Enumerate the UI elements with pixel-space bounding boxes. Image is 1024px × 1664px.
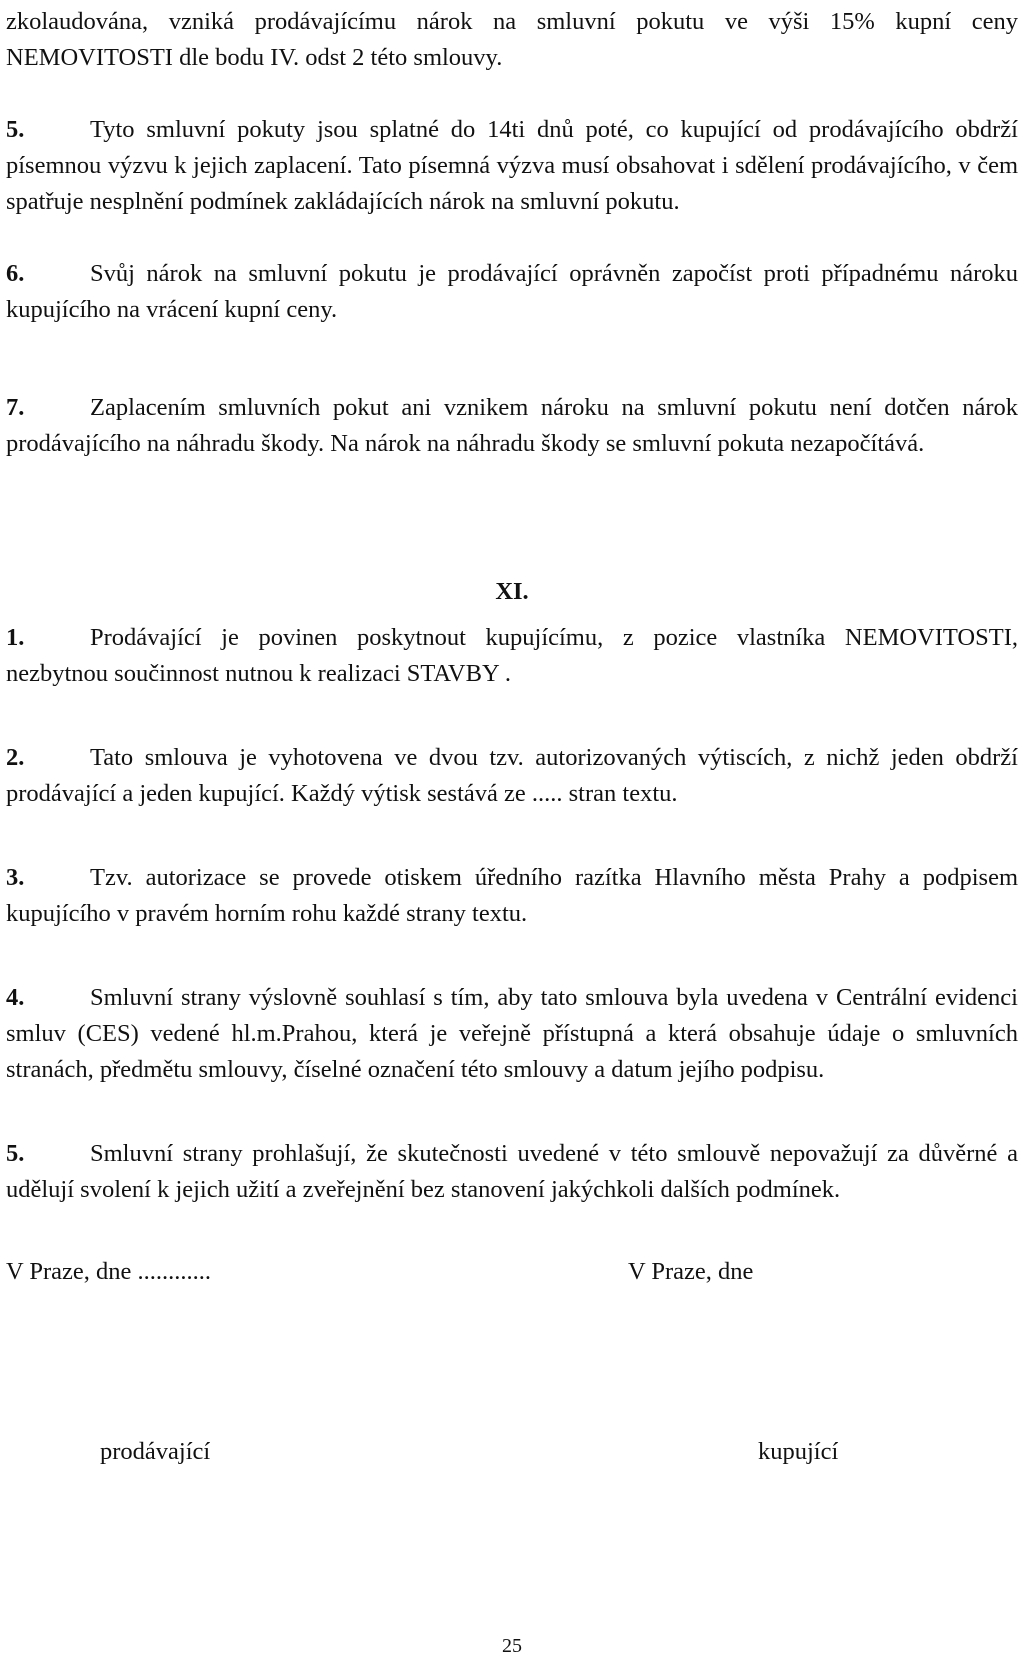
paragraph-xi-4 [6, 980, 1018, 1088]
paragraph-text: Smluvní strany výslovně souhlasí s tím, aby tato smlouva byla uvedena v Centrální evidenci smluv (CES) vedené hl.m.Prahou, která je veřejně přístupná a která obsahuje údaje o smluvních stranách, předmětu smlouvy, číselné označení této smlouvy a datum jejího podpisu. [6, 984, 1018, 1083]
section-heading: XI. [495, 578, 529, 605]
buyer-signature-label: kupující [758, 1438, 839, 1465]
intro-paragraph [6, 4, 1018, 76]
paragraph-text: Tzv. autorizace se provede otiskem úředního razítka Hlavního města Prahy a podpisem kupujícího v pravém horním rohu každé strany textu. [6, 864, 1018, 927]
paragraph-x-7 [6, 390, 1018, 462]
paragraph-xi-1 [6, 620, 1018, 692]
paragraph-text: Tyto smluvní pokuty jsou splatné do 14ti dnů poté, co kupující od prodávajícího obdrží písemnou výzvu k jejich zaplacení. Tato písemná výzva musí obsahovat i sdělení prodávajícího, v čem spatřuje nesplnění podmínek zakládajících nárok na smluvní pokutu. [6, 116, 1018, 215]
paragraph-number: 2. [6, 744, 25, 771]
paragraph-number: 3. [6, 864, 25, 891]
paragraph-number: 1. [6, 624, 25, 651]
paragraph-x-5 [6, 112, 1018, 220]
place-date-left: V Praze, dne ............ [6, 1258, 212, 1285]
paragraph-text: Svůj nárok na smluvní pokutu je prodávající oprávněn započíst proti případnému nároku kupujícího na vrácení kupní ceny. [6, 260, 1018, 323]
paragraph-text: Zaplacením smluvních pokut ani vznikem nároku na smluvní pokutu není dotčen nárok prodávajícího na náhradu škody. Na nárok na náhradu škody se smluvní pokuta nezapočítává. [6, 394, 1018, 457]
place-date-right: V Praze, dne [628, 1258, 754, 1285]
paragraph-xi-3 [6, 860, 1018, 932]
paragraph-number: 5. [6, 116, 25, 143]
paragraph-x-6 [6, 256, 1018, 328]
paragraph-text: Smluvní strany prohlašují, že skutečnosti uvedené v této smlouvě nepovažují za důvěrné a udělují svolení k jejich užití a zveřejnění bez stanovení jakýchkoli dalších podmínek. [6, 1140, 1018, 1203]
paragraph-xi-5 [6, 1136, 1018, 1208]
paragraph-number: 6. [6, 260, 25, 287]
paragraph-xi-2 [6, 740, 1018, 812]
seller-signature-label: prodávající [100, 1438, 211, 1465]
page-number: 25 [502, 1635, 522, 1657]
paragraph-number: 4. [6, 984, 25, 1011]
paragraph-number: 5. [6, 1140, 25, 1167]
paragraph-text: Prodávající je povinen poskytnout kupujícímu, z pozice vlastníka NEMOVITOSTI, nezbytnou součinnost nutnou k realizaci STAVBY . [6, 624, 1018, 687]
paragraph-number: 7. [6, 394, 25, 421]
paragraph-text: Tato smlouva je vyhotovena ve dvou tzv. autorizovaných výtiscích, z nichž jeden obdrží prodávající a jeden kupující. Každý výtisk sestává ze ..... stran textu. [6, 744, 1018, 807]
intro-text: zkolaudována, vzniká prodávajícímu nárok na smluvní pokutu ve výši 15% kupní ceny NEMOVITOSTI dle bodu IV. odst 2 této smlouvy. [6, 8, 1018, 71]
